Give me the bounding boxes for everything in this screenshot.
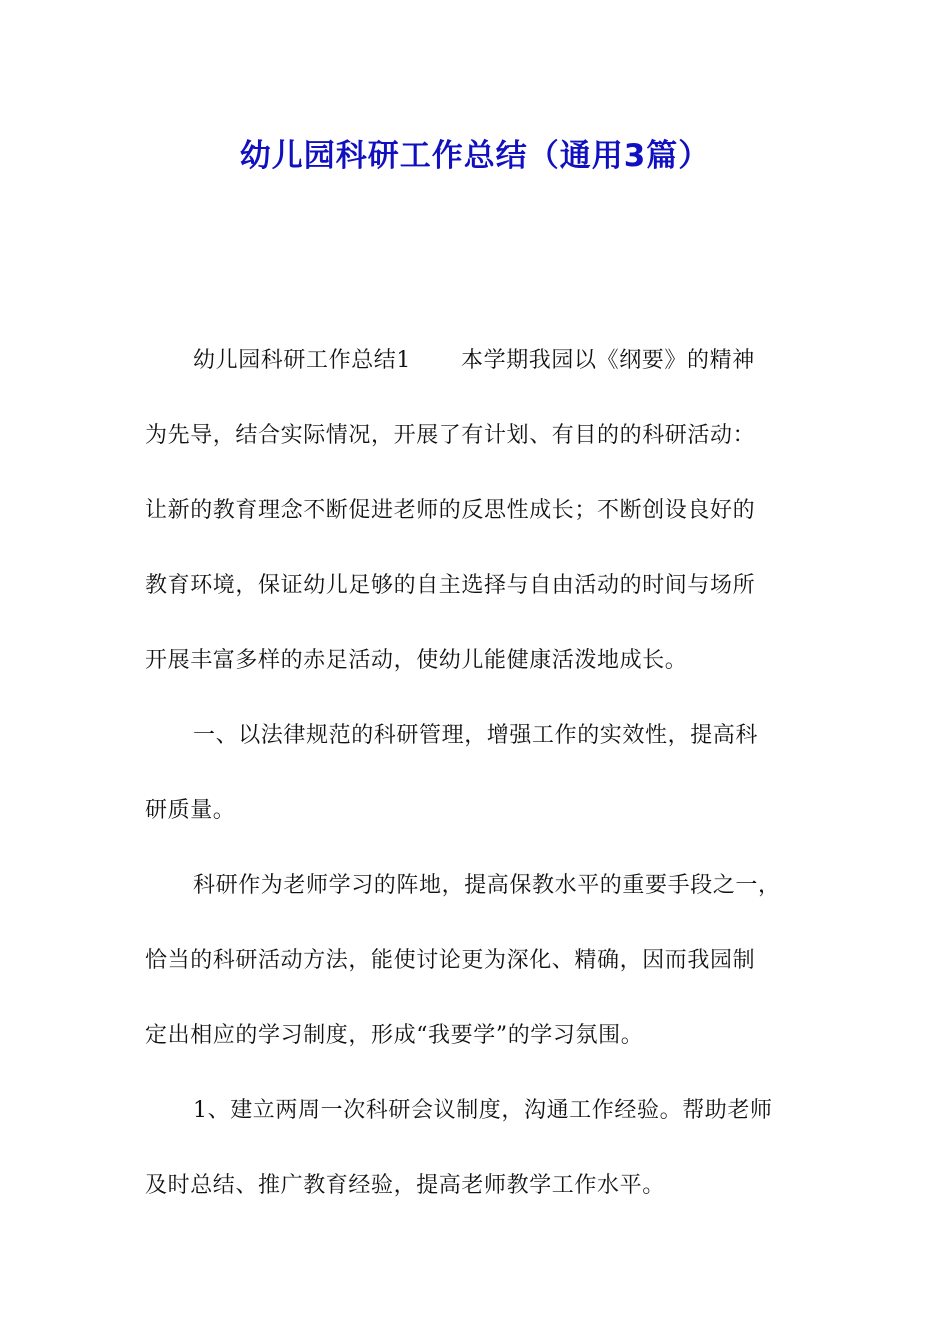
paragraph-line [145,323,810,398]
paragraph-line: 教育环境，保证幼儿足够的自主选择与自由活动的时间与场所 [145,573,756,598]
paragraph-line: 让新的教育理念不断促进老师的反思性成长；不断创设良好的 [145,498,756,523]
document-body [145,323,810,1223]
paragraph-research [145,848,810,1073]
paragraph-line: 恰当的科研活动方法，能使讨论更为深化、精确，因而我园制 [145,948,756,973]
paragraph-line: 定出相应的学习制度，形成“我要学”的学习氛围。 [145,1023,644,1048]
paragraph-intro [145,323,810,698]
paragraph-line: 及时总结、推广教育经验，提高老师教学工作水平。 [145,1173,665,1198]
paragraph-text: 本学期我园以《纲要》的精神 [461,348,755,373]
paragraph-line: 一、以法律规范的科研管理，增强工作的实效性，提高科 [193,723,759,748]
section-heading-label: 幼儿园科研工作总结1 [193,348,411,373]
paragraph-line: 研质量。 [145,798,236,823]
paragraph-line: 1、建立两周一次科研会议制度，沟通工作经验。帮助老师 [193,1098,773,1123]
paragraph-line: 为先导，结合实际情况，开展了有计划、有目的的科研活动： [145,423,756,448]
paragraph-line: 开展丰富多样的赤足活动，使幼儿能健康活泼地成长。 [145,648,688,673]
paragraph-section-one [145,698,810,848]
paragraph-line: 科研作为老师学习的阵地，提高保教水平的重要手段之一， [193,873,781,898]
document-title: 幼儿园科研工作总结（通用3篇） [239,138,711,174]
paragraph-item-one [145,1073,810,1223]
